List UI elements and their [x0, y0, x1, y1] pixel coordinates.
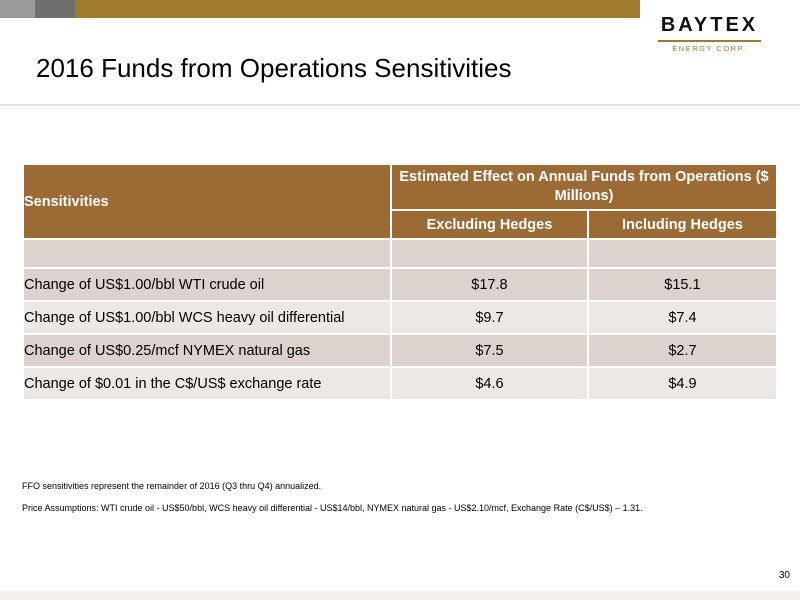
logo-rule [658, 40, 761, 42]
accent-segment-dark-grey [35, 0, 75, 18]
row-excluding-value: $9.7 [391, 301, 588, 334]
row-excluding-value: $7.5 [391, 334, 588, 367]
row-label: Change of US$1.00/bbl WTI crude oil [23, 268, 391, 301]
row-excluding-value: $17.8 [391, 268, 588, 301]
top-accent-bar [0, 0, 640, 18]
row-including-value: $4.9 [588, 367, 777, 400]
title-divider [0, 104, 800, 106]
row-including-value: $2.7 [588, 334, 777, 367]
page-number: 30 [778, 570, 790, 581]
table-row [23, 268, 777, 301]
accent-segment-gold [75, 0, 640, 18]
logo-subtitle: ENERGY CORP. [672, 44, 747, 53]
row-including-value: $7.4 [588, 301, 777, 334]
table-header-row [23, 164, 777, 210]
header-estimated-effect: Estimated Effect on Annual Funds from Operations ($ Millions) [391, 164, 777, 210]
row-label: Change of $0.01 in the C$/US$ exchange rate [23, 367, 391, 400]
row-including-value: $15.1 [588, 268, 777, 301]
page-title: 2016 Funds from Operations Sensitivities [36, 53, 512, 83]
title-divider-secondary [0, 108, 800, 109]
spacer-cell [588, 239, 777, 268]
header-including-hedges: Including Hedges [588, 210, 777, 239]
table-spacer-row [23, 239, 777, 268]
header-excluding-hedges: Excluding Hedges [391, 210, 588, 239]
row-label: Change of US$0.25/mcf NYMEX natural gas [23, 334, 391, 367]
sensitivities-table [22, 163, 778, 401]
logo-wordmark: BAYTEX [660, 14, 759, 36]
table-row [23, 334, 777, 367]
footer-band [0, 591, 800, 600]
table-row [23, 367, 777, 400]
spacer-cell [23, 239, 391, 268]
footnote-price-assumptions: Price Assumptions: WTI crude oil - US$50/bbl, WCS heavy oil differential - US$14/bbl, NYMEX natural gas - US$2.10/mcf, Exchange Rate (C$/US$) – 1.31. [22, 503, 643, 513]
accent-segment-light-grey [0, 0, 35, 18]
table-row [23, 301, 777, 334]
footnote-ffo: FFO sensitivities represent the remainder of 2016 (Q3 thru Q4) annualized. [22, 481, 322, 491]
row-excluding-value: $4.6 [391, 367, 588, 400]
header-sensitivities: Sensitivities [23, 164, 391, 239]
company-logo [652, 14, 767, 64]
row-label: Change of US$1.00/bbl WCS heavy oil differential [23, 301, 391, 334]
spacer-cell [391, 239, 588, 268]
